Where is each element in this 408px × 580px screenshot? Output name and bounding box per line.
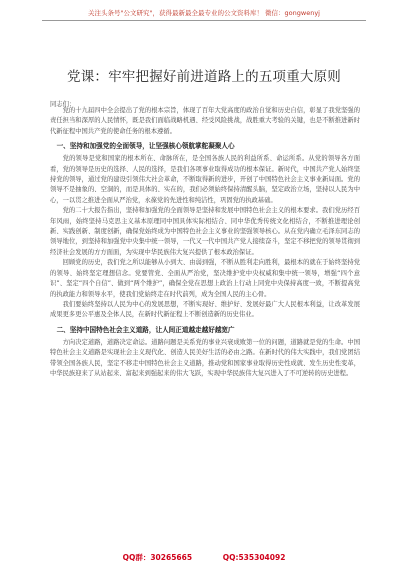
section-paragraph: 我们要始终坚持以人民为中心的发展思想，不断实现好、维护好、发展好最广大人民根本利益，让改革发展成果更多更公平惠及全体人民，在新时代新征程上不断创造新的历史伟业。 bbox=[50, 300, 360, 319]
top-banner: 关注头条号"公文研究"，获得最新最全最专业的公文资料库！ 微信：gongwenyj bbox=[88, 9, 320, 17]
greeting: 同志们： bbox=[50, 101, 76, 108]
section-heading: 一、坚持和加强党的全面领导，让坚强核心领航掌舵凝聚人心 bbox=[56, 142, 235, 151]
page-title: 党课：牢牢把握好前进道路上的五项重大原则 bbox=[67, 69, 341, 85]
footer-qq: QQ:535304092 bbox=[222, 553, 286, 562]
header-divider bbox=[42, 20, 366, 21]
footer-qq-group: QQ群：30265665 bbox=[122, 553, 193, 562]
section-paragraph: 回顾党的历史，我们党之所以能够从小到大、由弱到强，不断从胜利走向胜利，最根本的就在于始终坚持党的领导、始终坚定理想信念。党要管党、全面从严治党，坚决维护党中央权威和集中统一领导，增强“四个意识”、坚定“四个自信”、做到“两个维护”，确保全党在思想上政治上行动上同党中央保持高度一致，不断提高党的执政能力和领导水平，使我们党始终走在时代前列，成为全国人民的主心骨。 bbox=[50, 259, 360, 298]
section-heading: 二、坚持中国特色社会主义道路，让人间正道越走越好越宽广 bbox=[56, 325, 235, 334]
section-paragraph: 党的二十大报告指出，坚持和加强党的全面领导是坚持和发展中国特色社会主义的根本要求。我们党历经百年风雨，始终坚持马克思主义基本原理同中国具体实际相结合、同中华优秀传统文化相结合，不断推进理论创新、实践创新、制度创新，确保党始终成为中国特色社会主义事业的坚强领导核心。从在党内确立毛泽东同志的领导地位，到坚持和加强党中央集中统一领导，一代又一代中国共产党人接续奋斗，坚定不移把党的领导贯彻到经济社会发展的方方面面，为实现中华民族伟大复兴提供了根本政治保证。 bbox=[50, 207, 360, 256]
footer-contact bbox=[0, 552, 408, 563]
intro-paragraph: 党的十九届四中全会提出了党的根本宗旨，体现了百年大党高度的政治自觉和历史自信，彰显了我党坚强的责任担当和深厚的人民情怀，既是我们面临战略机遇、经受风险挑战，战胜重大考验的关键，也是不断推进新时代新征程中国共产党的使命任务的根本遵循。 bbox=[50, 107, 360, 135]
section-paragraph: 党的领导是党和国家的根本所在、命脉所在，是全国各族人民的利益所系、命运所系。从党的领导各方面看，党的领导是历史的选择、人民的选择，是我们各项事业取得成功的根本保证。新时代，中国共产党人始终坚持党的领导，通过党的建设引领伟大社会革命，不断取得新的进步，开创了中国特色社会主义事业新局面。党的领导不是抽象的、空洞的，而是具体的、实在的，我们必须始终保持清醒头脑，坚定政治立场，坚持以人民为中心，一以贯之推进全面从严治党，永葆党的先进性和纯洁性，巩固党的执政基础。 bbox=[50, 155, 360, 204]
document-body bbox=[50, 106, 360, 379]
section-paragraph: 方向决定道路，道路决定命运。道路问题是关系党的事业兴衰成败第一位的问题，道路就是党的生命。中国特色社会主义道路是实现社会主义现代化、创造人民美好生活的必由之路。在新时代的伟大实践中，我们党团结带领全国各族人民，坚定不移走中国特色社会主义道路，推动党和国家事业取得历史性成就、发生历史性变革，中华民族迎来了从站起来、富起来到强起来的伟大飞跃，实现中华民族伟大复兴进入了不可逆转的历史进程。 bbox=[50, 338, 360, 377]
